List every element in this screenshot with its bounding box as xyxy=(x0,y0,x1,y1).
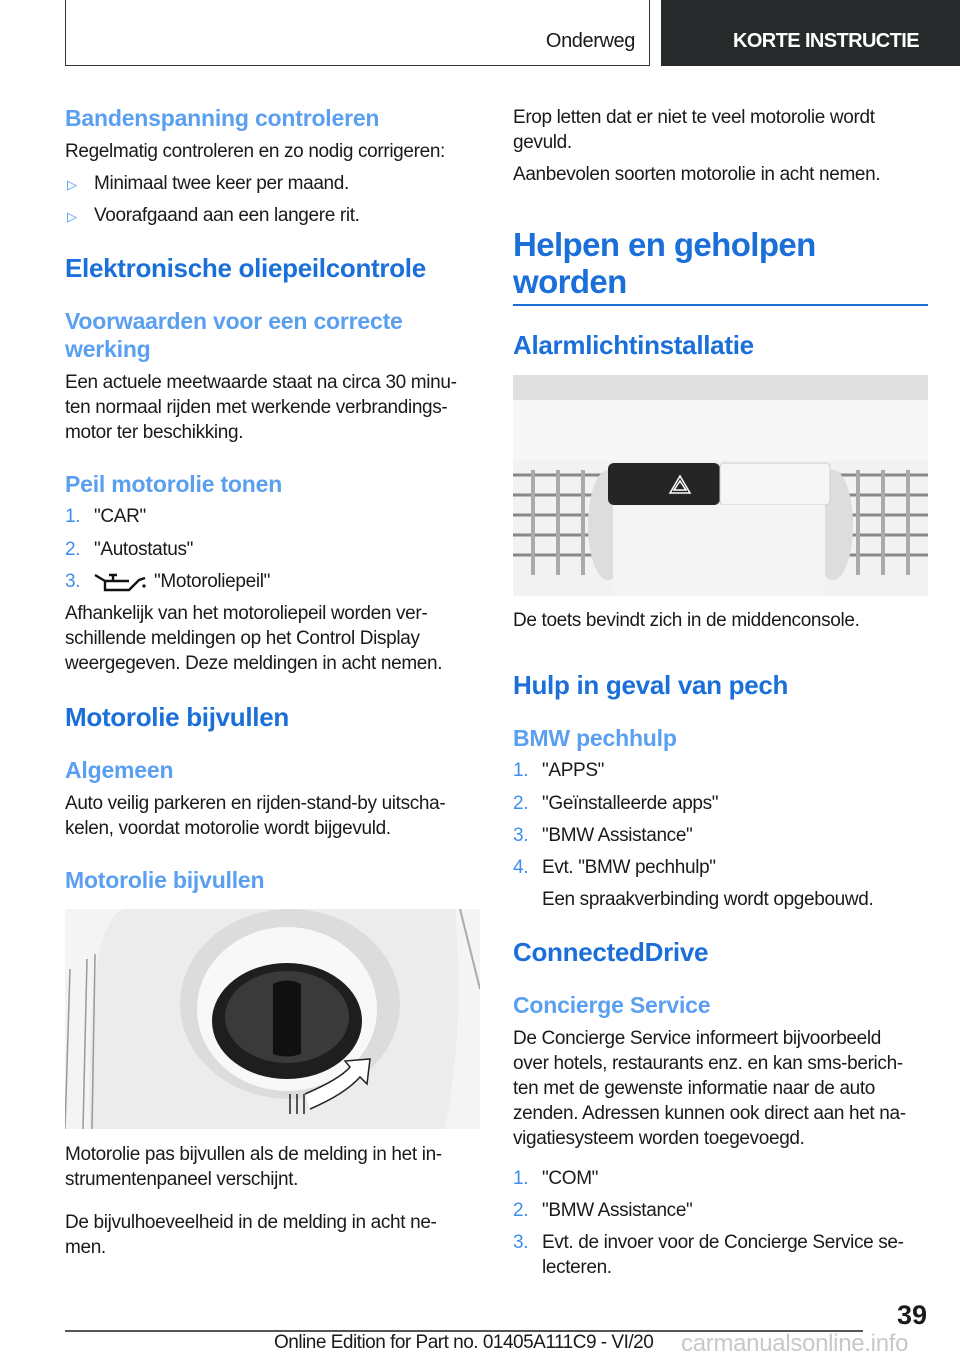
conditions-text: Een actuele meetwaarde staat na circa 30 minu- ten normaal rijden met werkende verbrandings- motor ter beschikking. xyxy=(65,372,457,443)
show-oil-text: Afhankelijk van het motoroliepeil worden ver- schillende meldingen op het Control Display weergegeven. Deze meldingen in acht nemen. xyxy=(65,603,443,674)
hazard-caption: De toets bevindt zich in de middenconsole. xyxy=(513,610,860,631)
continued-text: Erop letten dat er niet te veel motorolie wordt gevuld. xyxy=(513,107,875,153)
oil-filler-cap-image xyxy=(65,909,480,1129)
breakdown-note: Een spraakverbinding wordt opgebouwd. xyxy=(542,889,874,910)
hazard-button-image xyxy=(513,375,928,596)
oil-can-icon xyxy=(93,571,147,593)
concierge-text: De Concierge Service informeert bijvoorbeeld over hotels, restaurants enz. en kan sms-berich- ten met de gewenste informatie naar de auto zenden. Adressen kunnen ook direct aan het na- vigatiesysteem worden toegevoegd. xyxy=(513,1028,906,1149)
header-section-box xyxy=(65,0,650,66)
continued-text-2: Aanbevolen soorten motorolie in acht nemen. xyxy=(513,164,881,185)
triangle-bullet-icon: ▷ xyxy=(67,177,77,192)
bmw-breakdown-title: BMW pechhulp xyxy=(513,725,677,751)
hazard-title: Alarmlichtinstallatie xyxy=(513,330,754,360)
header-tab: KORTE INSTRUCTIE xyxy=(661,0,960,66)
page-number: 39 xyxy=(897,1300,928,1330)
general-title: Algemeen xyxy=(65,757,174,783)
breakdown-title: Hulp in geval van pech xyxy=(513,670,789,700)
refill-title: Motorolie bijvullen xyxy=(65,702,289,732)
refill-text-1: Motorolie pas bijvullen als de melding in het in- strumentenpaneel verschijnt. xyxy=(65,1144,442,1190)
help-title: Helpen en geholpen worden xyxy=(513,226,928,306)
general-text: Auto veilig parkeren en rijden-stand-by uitscha- kelen, voordat motorolie wordt bijgevuld. xyxy=(65,793,446,839)
conditions-title: Voorwaarden voor een correcte werking xyxy=(65,308,403,362)
refill-text-2: De bijvulhoeveelheid in de melding in acht ne- men. xyxy=(65,1212,437,1258)
show-oil-title: Peil motorolie tonen xyxy=(65,471,283,497)
connecteddrive-title: ConnectedDrive xyxy=(513,937,709,967)
tire-title: Bandenspanning controleren xyxy=(65,105,380,131)
triangle-bullet-icon: ▷ xyxy=(67,209,77,224)
watermark: carmanualsonline.info xyxy=(681,1330,909,1357)
tire-intro: Regelmatig controleren en zo nodig corrigeren: xyxy=(65,141,445,162)
refill-subtitle: Motorolie bijvullen xyxy=(65,867,265,893)
oil-title: Elektronische oliepeilcontrole xyxy=(65,253,426,283)
edition-text: Online Edition for Part no. 01405A111C9 - VI/20 xyxy=(274,1332,654,1353)
concierge-title: Concierge Service xyxy=(513,992,711,1018)
header-section: Onderweg xyxy=(545,30,635,52)
